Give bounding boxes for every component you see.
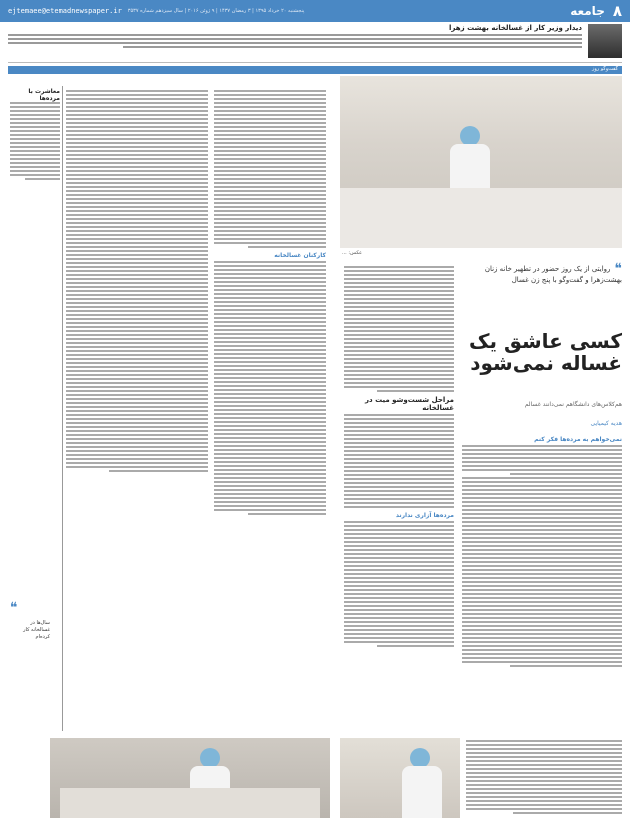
article-title: کسی عاشق یک غساله نمی‌شود bbox=[469, 329, 622, 375]
article-column-4 bbox=[66, 88, 208, 728]
byline: هدیه کیمیایی bbox=[590, 420, 622, 427]
subhead-1: مراحل شست‌وشو میت در غسالخانه bbox=[365, 396, 454, 412]
photo-caption: عکس: ... bbox=[342, 250, 363, 256]
portrait-photo bbox=[588, 24, 622, 58]
subhead-2: نمی‌خواهم به مرده‌ها فکر کنم bbox=[534, 436, 622, 443]
section-email[interactable]: ejtemaee@etemadnewspaper.ir bbox=[8, 7, 122, 15]
bottom-photo-small bbox=[340, 738, 460, 818]
worker-figure bbox=[460, 126, 480, 146]
article-kicker: ❝ روایتی از یک روز حضور در تطهیر خانه زنان بهشت‌زهرا و گفت‌وگو با پنج زن غسال bbox=[484, 261, 622, 284]
article-column-2 bbox=[344, 264, 454, 734]
banner-body-text bbox=[8, 34, 582, 48]
page-header bbox=[0, 0, 630, 22]
banner-title: دیدار وزیر کار از غسالخانه بهشت زهرا bbox=[449, 24, 582, 32]
section-title: جامعه bbox=[570, 4, 605, 18]
subhead-4: کارکنان غسالخانه bbox=[274, 252, 326, 259]
quote-marks-icon: ❝ bbox=[10, 600, 18, 616]
sidebar-title: معاشرت با مرده‌ها bbox=[28, 88, 60, 102]
article-subtitle: هم‌کلاس‌های دانشگاهم نمی‌دانند غسالم bbox=[524, 401, 622, 408]
quote-marks-icon: ❝ bbox=[614, 261, 622, 277]
bottom-article-text bbox=[466, 738, 622, 818]
section-ribbon bbox=[8, 66, 622, 74]
sidebar-text bbox=[10, 100, 60, 300]
page-number: ۸ bbox=[612, 2, 622, 20]
bottom-photo-wide bbox=[50, 738, 330, 818]
column-divider bbox=[62, 86, 63, 731]
subhead-3: مرده‌ها آزاری ندارند bbox=[395, 512, 454, 519]
top-news-banner bbox=[8, 24, 622, 63]
pull-quote: سال‌ها در غسالخانه کار کرده‌ام bbox=[23, 620, 50, 640]
dateline: پنجشنبه ۲۰ خرداد ۱۳۹۵ | ۳ رمضان ۱۴۳۷ | ۹ ژوئن ۲۰۱۶ | سال سیزدهم شماره ۳۵۳۷ bbox=[127, 8, 305, 14]
main-photo bbox=[340, 76, 622, 248]
article-column-3 bbox=[214, 88, 326, 728]
article-column-1 bbox=[462, 432, 622, 732]
ribbon-label: گفت‌وگو روز bbox=[591, 66, 618, 72]
